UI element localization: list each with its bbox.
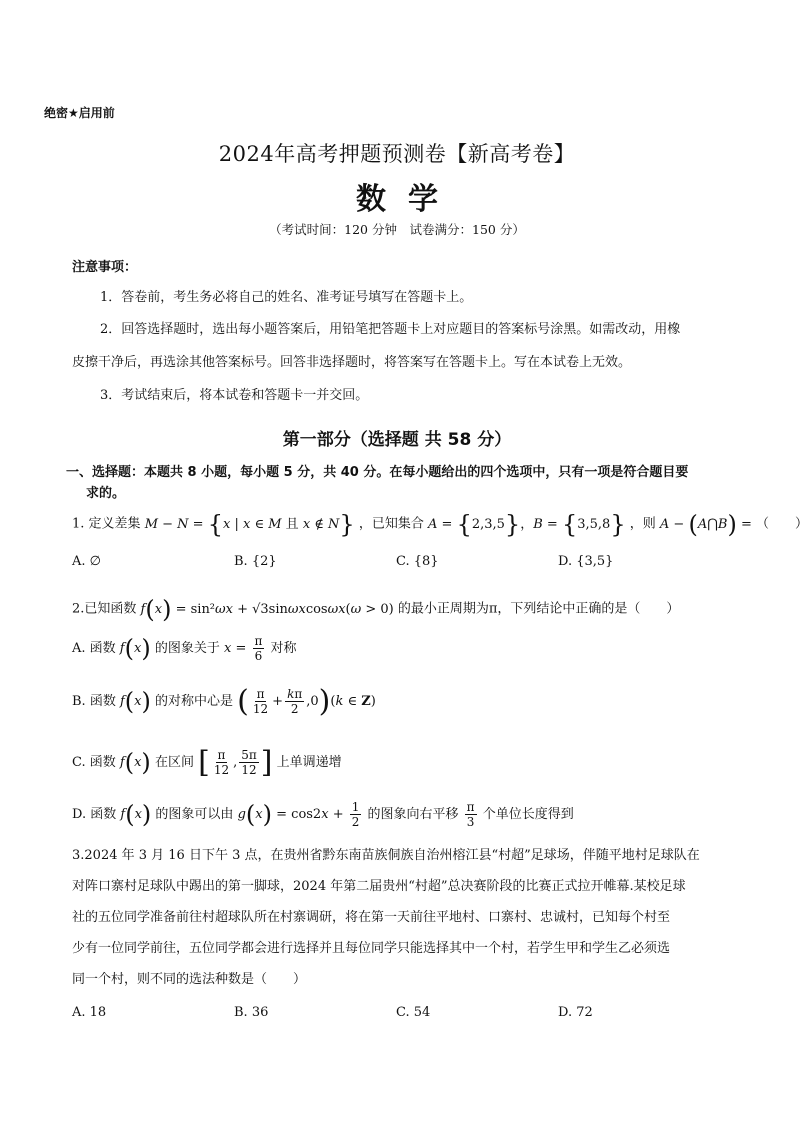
notice-item-2-line-2: 皮擦干净后，再选涂其他答案标号。回答非选择题时，将答案写在答题卡上。写在本试卷上无效。: [72, 355, 632, 370]
q3-option-b[interactable]: B. 36: [234, 1005, 269, 1020]
subject-title: 数学: [356, 182, 460, 217]
q3-option-a[interactable]: A. 18: [72, 1005, 107, 1020]
q2-option-a[interactable]: A. 函数 f(x) 的图象关于 x = $\frac{\pi}{6}$ 对称: [72, 634, 297, 663]
section-instruction-line-1: 一、选择题：本题共 8 小题，每小题 5 分，共 40 分。在每小题给出的四个选项中，只有一项是符合题目要: [66, 465, 689, 480]
q3-option-c[interactable]: C. 54: [396, 1005, 431, 1020]
q1-option-c-value: {8}: [413, 554, 439, 569]
question-2: [72, 595, 679, 623]
q1-sets-formula: A = {2,3,5}，B = {3,5,8}: [428, 510, 626, 538]
q1-option-d-value: {3,5}: [576, 554, 614, 569]
q2-option-c[interactable]: C. 函数 f(x) 在区间 [ $\frac{\pi}{12}$ , $\frac{5\pi}{12}$ ] 上单调递增: [72, 745, 342, 780]
q1-tail: ，则: [629, 516, 656, 532]
q1-option-a[interactable]: A. ∅: [72, 554, 101, 569]
q1-option-b-value: {2}: [251, 554, 277, 569]
q1-answer-blank: （ ）: [756, 516, 808, 532]
exam-info: （考试时间：120 分钟 试卷满分：150 分）: [269, 222, 525, 237]
section-instruction-line-2: 求的。: [86, 486, 126, 501]
q1-option-b[interactable]: B. {2}: [234, 554, 277, 569]
q1-option-a-value: ∅: [89, 554, 101, 569]
q2-option-b[interactable]: B. 函数 f(x) 的对称中心是 ( $\frac{\pi}{12}$ + $\frac{k\pi}{2}$ ,0)(k ∈ Z): [72, 684, 376, 719]
question-1: [72, 510, 808, 538]
q3-line-2: 对阵口寨村足球队中踢出的第一脚球，2024 年第二届贵州“村超”总决赛阶段的比赛正式拉开帷幕.某校足球: [72, 879, 686, 894]
q2-prefix: 2.已知函数: [72, 601, 137, 617]
notice-item-1: 1．答卷前，考生务必将自己的姓名、准考证号填写在答题卡上。: [100, 290, 473, 305]
confidential-label: 绝密★启用前: [44, 106, 115, 120]
q1-target-formula: A − (A⋂B) =: [659, 510, 752, 538]
notice-heading: 注意事项：: [72, 260, 138, 275]
section-title: 第一部分（选择题 共 58 分）: [282, 430, 512, 450]
notice-item-3: 3．考试结束后，将本试卷和答题卡一并交回。: [100, 388, 369, 403]
q2-description: 的最小正周期为π，下列结论中正确的是（ ）: [397, 601, 680, 617]
q3-option-d[interactable]: D. 72: [558, 1005, 593, 1020]
q1-option-c[interactable]: C. {8}: [396, 554, 439, 569]
exam-title: 2024年高考押题预测卷【新高考卷】: [218, 142, 576, 166]
q3-line-3: 社的五位同学准备前往村超球队所在村寨调研，将在第一天前往平地村、口寨村、忠诚村，已知每个村至: [72, 910, 671, 925]
q1-mid: ，已知集合: [358, 516, 424, 532]
q2-function-formula: f(x) = sin²ωx + √3sinωxcosωx(ω > 0): [140, 595, 394, 623]
q1-option-d[interactable]: D. {3,5}: [558, 554, 614, 569]
q1-diff-set-formula: M − N = {x | x ∈ M 且 x ∉ N}: [144, 510, 355, 538]
q3-line-1: 3.2024 年 3 月 16 日下午 3 点，在贵州省黔东南苗族侗族自治州榕江县“村超”足球场，伴随平地村足球队在: [72, 848, 700, 863]
q3-line-4: 少有一位同学前往，五位同学都会进行选择并且每位同学只能选择其中一个村，若学生甲和学生乙必须选: [72, 941, 671, 956]
q2-option-d[interactable]: D. 函数 f(x) 的图象可以由 g(x) = cos2x + $\frac{1}{2}$ 的图象向右平移 $\frac{\pi}{3}$ 个单位长度得到: [72, 800, 574, 829]
notice-item-2-line-1: 2．回答选择题时，选出每小题答案后，用铅笔把答题卡上对应题目的答案标号涂黑。如需改动，用橡: [100, 322, 681, 337]
q3-line-5: 同一个村，则不同的选法种数是（ ）: [72, 972, 307, 987]
q1-prefix: 1. 定义差集: [72, 516, 141, 532]
